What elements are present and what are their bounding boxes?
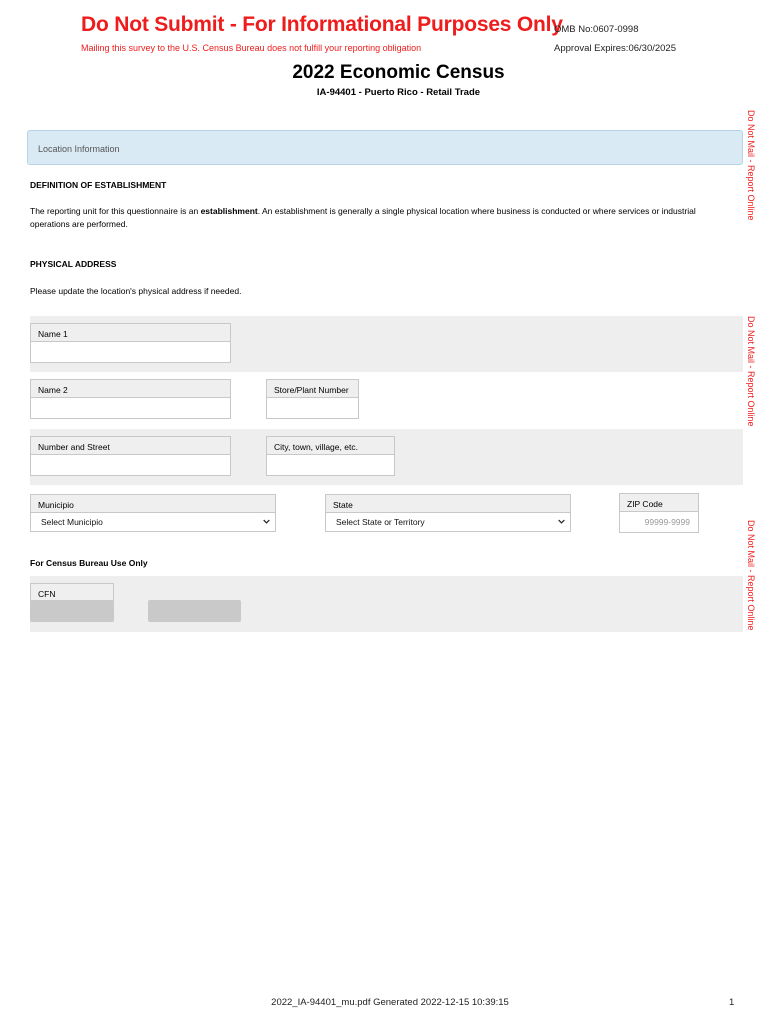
- omb-number: OMB No:0607-0998: [554, 24, 639, 35]
- cfn-value-block: [30, 600, 114, 622]
- definition-text: The reporting unit for this questionnaire is an establishment. An establishment is generally a single physical location where business is conducted or where services or industrial operations are performed.: [30, 206, 696, 229]
- chevron-down-icon: [558, 518, 565, 525]
- section-label: Location Information: [38, 144, 120, 154]
- zip-field: [619, 493, 699, 533]
- name2-label: Name 2: [30, 379, 231, 397]
- physical-address-heading: PHYSICAL ADDRESS: [30, 259, 117, 269]
- zip-input[interactable]: 99999-9999: [619, 511, 699, 533]
- file-generated-footer: 2022_IA-94401_mu.pdf Generated 2022-12-15 10:39:15: [271, 997, 509, 1008]
- store-plant-field: [266, 379, 359, 419]
- state-selected: Select State or Territory: [336, 517, 425, 527]
- row-band-3: [30, 576, 743, 632]
- municipio-label: Municipio: [30, 494, 276, 512]
- census-code-block: [148, 600, 241, 622]
- do-not-submit-banner: Do Not Submit - For Informational Purposes Only: [81, 13, 563, 36]
- state-label: State: [325, 494, 571, 512]
- store-plant-input[interactable]: [266, 397, 359, 419]
- page-title: 2022 Economic Census: [292, 62, 505, 83]
- approval-expiration: Approval Expires:06/30/2025: [554, 43, 676, 54]
- municipio-selected: Select Municipio: [41, 517, 103, 527]
- mailing-warning: Mailing this survey to the U.S. Census Bureau does not fulfill your reporting obligation: [81, 43, 422, 53]
- city-label: City, town, village, etc.: [266, 436, 395, 454]
- form-id: IA-94401 - Puerto Rico - Retail Trade: [316, 87, 481, 98]
- street-label: Number and Street: [30, 436, 231, 454]
- state-field: [325, 494, 571, 532]
- name1-label: Name 1: [30, 323, 231, 341]
- definition-heading: DEFINITION OF ESTABLISHMENT: [30, 180, 167, 190]
- census-use-heading: For Census Bureau Use Only: [30, 558, 148, 568]
- location-information-section: [27, 130, 743, 165]
- name2-field: [30, 379, 231, 419]
- city-input[interactable]: [266, 454, 395, 476]
- store-plant-label: Store/Plant Number: [266, 379, 359, 397]
- cfn-label: CFN: [30, 583, 114, 601]
- address-instructions: Please update the location's physical address if needed.: [30, 286, 242, 296]
- name1-field: [30, 323, 231, 363]
- street-field: [30, 436, 231, 476]
- street-input[interactable]: [30, 454, 231, 476]
- name2-input[interactable]: [30, 397, 231, 419]
- municipio-select[interactable]: [30, 512, 276, 532]
- cfn-field: [30, 583, 114, 601]
- chevron-down-icon: [263, 518, 270, 525]
- city-field: [266, 436, 395, 476]
- page-number: 1: [729, 997, 735, 1008]
- name1-input[interactable]: [30, 341, 231, 363]
- zip-label: ZIP Code: [619, 493, 699, 511]
- state-select[interactable]: [325, 512, 571, 532]
- municipio-field: [30, 494, 276, 532]
